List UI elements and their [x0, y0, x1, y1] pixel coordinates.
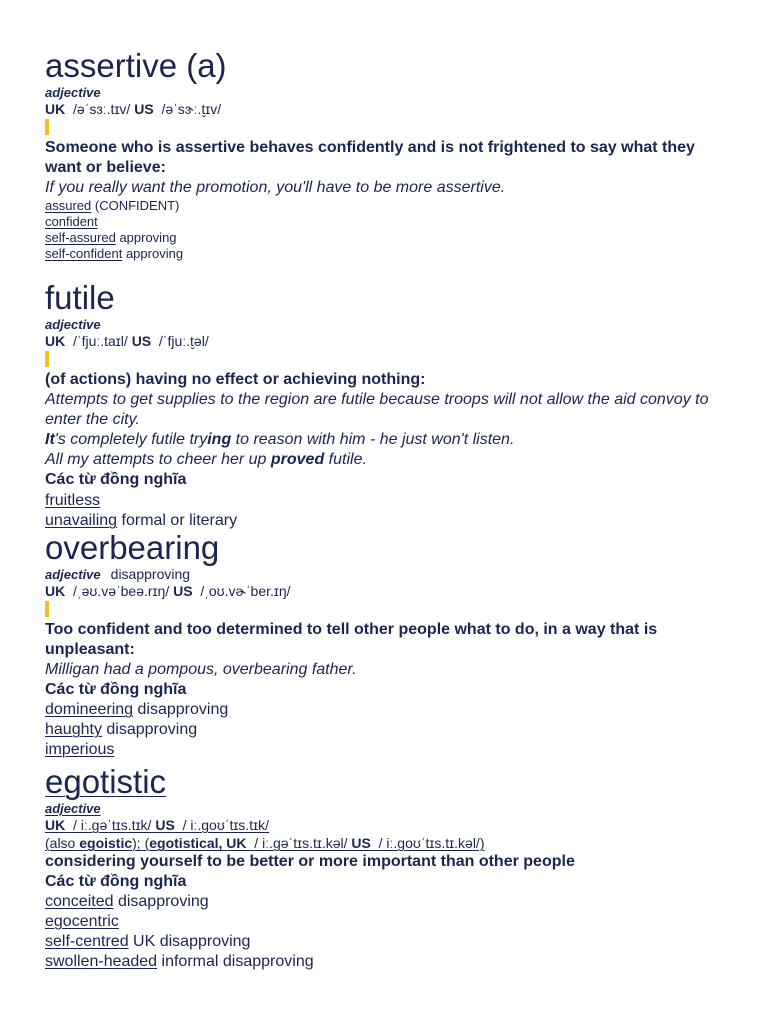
synonym-item: [45, 740, 725, 760]
pronunciation: [45, 582, 725, 600]
us-label: US: [173, 583, 193, 599]
synonym-item: [45, 511, 725, 531]
synonym-item: [45, 720, 725, 740]
example-text: futile.: [324, 451, 367, 468]
example: If you really want the promotion, you'll have to be more assertive.: [45, 179, 506, 196]
synonym-item: [45, 214, 725, 230]
synonym-item: [45, 892, 725, 912]
uk-label: UK: [45, 817, 66, 833]
example: Milligan had a pompous, overbearing father.: [45, 661, 357, 678]
entry-overbearing: [45, 530, 725, 760]
synonym-link[interactable]: egocentric: [45, 913, 119, 930]
us-label: US: [134, 101, 154, 117]
pronunciation: [45, 332, 725, 350]
us-pron: / iː.ɡoʊˈtɪs.tɪ.kəl/): [378, 835, 485, 851]
synonym-note: UK disapproving: [133, 933, 251, 950]
also-word: egotistical: [149, 835, 219, 851]
synonym-item: [45, 952, 725, 972]
entry-egotistic: [45, 764, 725, 972]
synonyms-heading: Các từ đồng nghĩa: [45, 873, 187, 890]
pronunciation: [45, 816, 725, 834]
synonym-link[interactable]: swollen-headed: [45, 953, 158, 970]
synonym-link[interactable]: unavailing: [45, 512, 118, 529]
also-prefix: (also: [45, 835, 80, 851]
uk-pron: / iː.ɡəˈtɪs.tɪ.kəl/: [254, 835, 348, 851]
synonym-note: approving: [119, 230, 177, 245]
uk-label: UK: [45, 583, 66, 599]
example: [45, 450, 725, 470]
example-emphasis: ing: [207, 431, 232, 448]
part-of-speech: adjective: [45, 85, 101, 100]
marker-bar: [45, 351, 49, 367]
also-forms: (also egoistic); (egotistical, UK / iː.ɡəˈtɪs.tɪ.kəl/ US / iː.ɡoʊˈtɪs.tɪ.kəl/): [45, 835, 485, 851]
synonym-note: approving: [125, 246, 184, 261]
us-label: US: [131, 333, 152, 349]
usage-label: disapproving: [110, 566, 191, 582]
example: [45, 430, 725, 450]
synonym-item: [45, 912, 725, 932]
synonym-item: [45, 491, 725, 511]
uk-label: UK: [45, 333, 66, 349]
synonym-note: (CONFIDENT): [94, 198, 180, 213]
synonym-note: informal disapproving: [161, 953, 314, 970]
us-pron: /əˈsɝː.t̬ɪv/: [161, 101, 222, 117]
synonym-link[interactable]: self-confident: [45, 246, 123, 261]
synonym-link[interactable]: assured: [45, 198, 92, 213]
us-pron: / iː.ɡoʊˈtɪs.tɪk/: [182, 817, 269, 833]
synonym-item: [45, 246, 725, 262]
also-separator: ); (: [132, 835, 150, 851]
entry-futile: [45, 280, 725, 531]
us-label: US: [155, 817, 175, 833]
example-emphasis: It: [45, 431, 55, 448]
example-text: 's completely futile try: [54, 431, 208, 448]
uk-pron: /ˌəʊ.vəˈbeə.rɪŋ/: [73, 583, 170, 599]
uk-pron: / iː.ɡəˈtɪs.tɪk/: [73, 817, 152, 833]
uk-label: UK: [45, 101, 66, 117]
synonym-link[interactable]: self-assured: [45, 230, 116, 245]
example-emphasis: proved: [270, 451, 325, 468]
uk-pron: /əˈsɜː.tɪv/: [73, 101, 131, 117]
synonym-note: disapproving: [117, 893, 209, 910]
part-of-speech: adjective: [45, 317, 101, 332]
synonym-item: [45, 198, 725, 214]
synonym-link[interactable]: confident: [45, 214, 98, 229]
marker-bar: [45, 119, 49, 135]
definition: (of actions) having no effect or achieving nothing:: [45, 371, 426, 388]
synonym-link[interactable]: conceited: [45, 893, 114, 910]
uk-pron: /ˈfjuː.taɪl/: [73, 333, 128, 349]
us-pron: /ˈfjuː.t̬əl/: [158, 333, 209, 349]
synonym-link[interactable]: domineering: [45, 701, 134, 718]
definition: Someone who is assertive behaves confidently and is not frightened to say what they want or believe:: [45, 139, 695, 176]
synonym-link[interactable]: imperious: [45, 741, 115, 758]
synonyms-heading: Các từ đồng nghĩa: [45, 471, 187, 488]
headword[interactable]: egotistic: [45, 763, 167, 800]
synonym-note: formal or literary: [121, 512, 238, 529]
synonyms-heading: Các từ đồng nghĩa: [45, 681, 187, 698]
us-label: US: [351, 835, 371, 851]
entry-assertive: [45, 48, 725, 262]
part-of-speech: adjective: [45, 801, 101, 816]
definition: Too confident and too determined to tell other people what to do, in a way that is unpleasant:: [45, 621, 658, 658]
synonym-note: disapproving: [106, 721, 198, 738]
synonym-link[interactable]: self-centred: [45, 933, 129, 950]
example-text: All my attempts to cheer her up: [45, 451, 271, 468]
marker-bar: [45, 601, 49, 617]
synonym-item: [45, 230, 725, 246]
definition: considering yourself to be better or more important than other people: [45, 853, 575, 870]
synonym-item: [45, 932, 725, 952]
synonym-note: disapproving: [137, 701, 229, 718]
pos-text: adjective: [45, 567, 101, 582]
synonym-item: [45, 700, 725, 720]
uk-label: UK: [226, 835, 247, 851]
also-word: egoistic: [79, 835, 133, 851]
us-pron: /ˌoʊ.vɚˈber.ɪŋ/: [200, 583, 291, 599]
synonym-link[interactable]: fruitless: [45, 492, 101, 509]
headword: assertive (a): [45, 47, 227, 84]
pronunciation: [45, 100, 725, 118]
headword: futile: [45, 279, 115, 316]
example-text: to reason with him - he just won't listen.: [231, 431, 515, 448]
part-of-speech: [45, 567, 725, 582]
headword: overbearing: [45, 529, 220, 566]
synonym-link[interactable]: haughty: [45, 721, 102, 738]
example: Attempts to get supplies to the region are futile because troops will not allow the aid convoy to enter the city.: [45, 391, 709, 428]
